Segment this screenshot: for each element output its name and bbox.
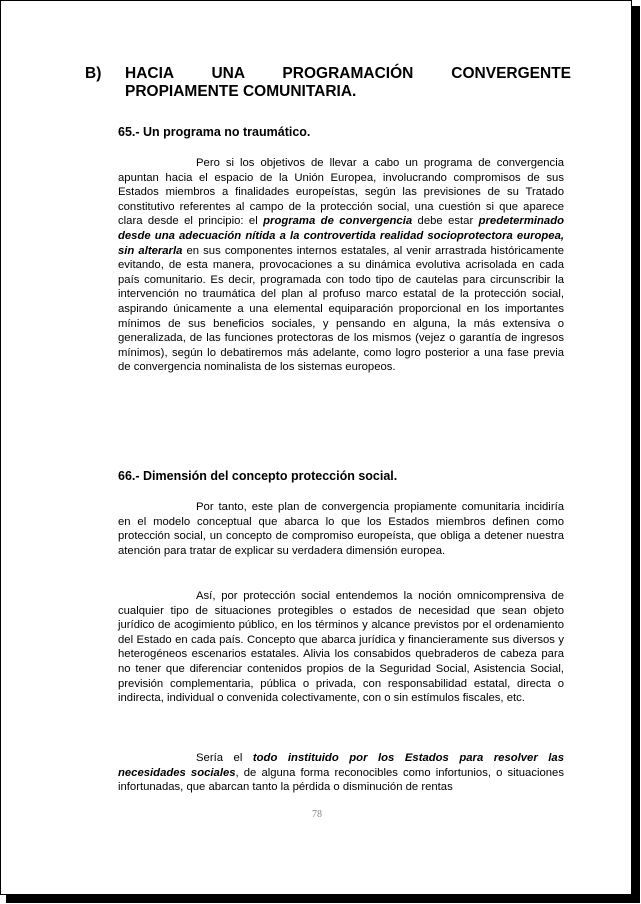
subsection-heading-65: 65.- Un programa no traumático. xyxy=(118,125,311,139)
paragraph-65-1 xyxy=(118,156,564,375)
page-shadow-bottom xyxy=(6,895,640,903)
paragraph-66-3-text-a: Sería el xyxy=(196,752,253,764)
section-title xyxy=(125,65,571,101)
subsection-heading-66: 66.- Dimensión del concepto protección social. xyxy=(118,469,398,483)
paragraph-65-1-text-e: en sus componentes internos estatales, al venir arrastrada históricamente evitando, de esta manera, provocaciones a su dinámica evolutiva acrisolada en cada país comunitario. Es decir, programada con todo tipo de cautelas para circunscribir la intervención no traumática del plan al profuso marco estatal de la protección social, aspirando únicamente a una elemental equiparación proporcional en los importantes mínimos de sus beneficios sociales, y pensando en alguna, la más extensiva o generalizada, de las funciones protectoras de los mismos (vejez o garantía de ingresos mínimos), según lo debatiremos más adelante, como logro posterior a una fase previa de convergencia nominalista de los sistemas europeos. xyxy=(118,244,564,374)
paragraph-65-1-text-c: debe estar xyxy=(412,215,479,228)
section-title-line2: PROPIAMENTE COMUNITARIA. xyxy=(125,83,357,100)
emphasis-programa-de-convergencia: programa de convergencia xyxy=(263,215,413,228)
page-number: 78 xyxy=(312,809,322,820)
emphasis-todo-instituido: todo instituido por los Estados para resolver las necesidades sociales xyxy=(118,752,564,779)
paragraph-66-3 xyxy=(118,751,564,795)
paragraph-65-1-text-a: Pero si los objetivos de llevar a cabo un programa de convergencia apuntan hacia el espacio de la Unión Europea, involucrando compromisos de sus Estados miembros a finalidades europeístas, según las previsiones de su Tratado constitutivo referentes al campo de la protección social, una cuestión si que aparece clara desde el principio: el xyxy=(118,157,564,228)
paragraph-66-1: Por tanto, este plan de convergencia propiamente comunitaria incidiría en el modelo conceptual que abarca lo que los Estados miembros definen como protección social, un concepto de compromiso europeísta, que obliga a detener nuestra atención para tratar de explicar su verdadera dimensión europea. xyxy=(118,501,564,557)
paragraph-66-2: Así, por protección social entendemos la noción omnicomprensiva de cualquier tipo de situaciones protegibles o estados de necesidad que sean objeto jurídico de acogimiento público, en los términos y alcance previstos por el ordenamiento del Estado en cada país. Concepto que abarca jurídica y financieramente sus diversos y heterogéneos escenarios estatales. Alivia los consabidos quebraderos de cabeza para no tener que diferenciar contenidos propios de la Seguridad Social, Asistencia Social, previsión complementaria, pública o privada, con responsabilidad estatal, directa o indirecta, individual o convenida colectivamente, con o sin estímulos fiscales, etc. xyxy=(118,590,564,705)
section-title-line1: HACIA UNA PROGRAMACIÓN CONVERGENTE xyxy=(125,65,571,82)
section-letter: B) xyxy=(85,65,102,82)
emphasis-predeterminado: predeterminado desde una adecuación nítida a la controvertida realidad socioprotectora europea, sin alterarla xyxy=(118,215,564,257)
page-shadow-right xyxy=(632,6,640,903)
paragraph-66-3-text-c: , de alguna forma reconocibles como infortunios, o situaciones infortunadas, que abarcan tanto la pérdida o disminución de rentas xyxy=(118,766,564,794)
